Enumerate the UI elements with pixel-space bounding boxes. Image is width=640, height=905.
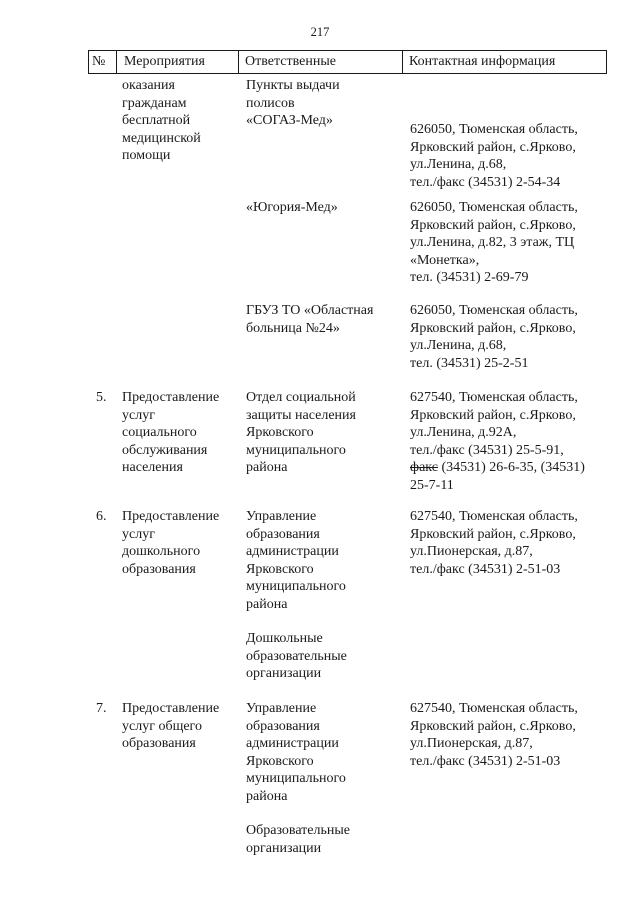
table-header-top-border: [88, 50, 607, 51]
header-contact: Контактная информация: [409, 54, 556, 69]
responsible-cell: ГБУЗ ТО «Областная больница №24»: [246, 303, 374, 336]
responsible-cell: Управление образования администрации Ярковского муниципального района: [246, 509, 346, 612]
contact-fax: (34531) 26-6-35, (34531) 25-7-11: [410, 460, 585, 493]
column-divider: [88, 50, 89, 74]
struck-fax-label: факс: [410, 460, 438, 475]
page-number: 217: [310, 25, 330, 39]
header-num: №: [92, 54, 106, 69]
contact-cell: 626050, Тюменская область, Ярковский район, с.Ярково, ул.Ленина, д.68, тел. (34531) 25-2-51: [410, 303, 578, 371]
row-number: 5.: [96, 390, 107, 405]
responsible-cell: Отдел социальной защиты населения Ярковского муниципального района: [246, 390, 356, 475]
contact-cell: 627540, Тюменская область, Ярковский район, с.Ярково, ул.Пионерская, д.87, тел./факс (34531) 2-51-03: [410, 701, 578, 769]
header-events: Мероприятия: [124, 54, 205, 69]
responsible-cell: Дошкольные образовательные организации: [246, 631, 347, 681]
event-cell: оказания гражданам бесплатной медицинской помощи: [122, 78, 201, 163]
column-divider: [402, 50, 403, 74]
column-divider: [116, 50, 117, 74]
responsible-cell: «СОГАЗ-Мед»: [246, 113, 333, 128]
contact-address: 627540, Тюменская область, Ярковский район, с.Ярково, ул.Ленина, д.92А, тел./факс (34531) 25-5-91,: [410, 390, 578, 458]
responsible-cell: «Югория-Мед»: [246, 200, 338, 215]
header-responsible: Ответственные: [245, 54, 336, 69]
event-cell: Предоставление услуг общего образования: [122, 701, 220, 751]
responsible-cell: Образовательные организации: [246, 823, 350, 856]
column-divider: [238, 50, 239, 74]
row-number: 6.: [96, 509, 107, 524]
contact-cell: 626050, Тюменская область, Ярковский район, с.Ярково, ул.Ленина, д.82, 3 этаж, ТЦ «Монетка», тел. (34531) 2-69-79: [410, 200, 578, 285]
responsible-cell: Пункты выдачи полисов: [246, 78, 340, 111]
column-divider: [606, 50, 607, 74]
contact-cell: 627540, Тюменская область, Ярковский район, с.Ярково, ул.Пионерская, д.87, тел./факс (34531) 2-51-03: [410, 509, 578, 577]
event-cell: Предоставление услуг социального обслуживания населения: [122, 390, 220, 475]
contact-cell: [410, 389, 585, 494]
responsible-cell: Управление образования администрации Ярковского муниципального района: [246, 701, 346, 804]
row-number: 7.: [96, 701, 107, 716]
contact-cell: 626050, Тюменская область, Ярковский район, с.Ярково, ул.Ленина, д.68, тел./факс (34531) 2-54-34: [410, 122, 578, 190]
event-cell: Предоставление услуг дошкольного образования: [122, 509, 220, 577]
